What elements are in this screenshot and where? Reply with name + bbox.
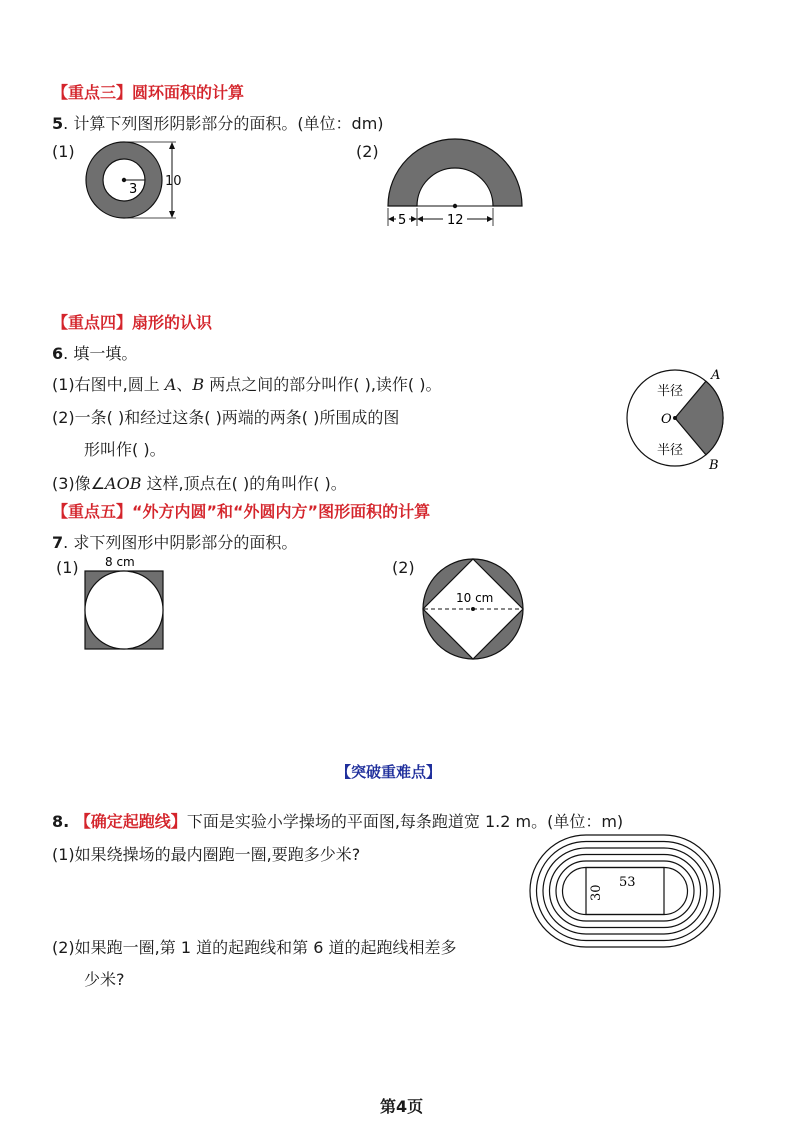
- q7-fig2-label: (2): [392, 558, 415, 577]
- question-6: [52, 341, 137, 364]
- annulus-radius-label: 3: [129, 182, 138, 197]
- section-title-breakthrough: 【突破重难点】: [336, 763, 442, 781]
- annulus-diameter-label: 10: [165, 174, 182, 189]
- q6-line-3: 形叫作( )。: [84, 440, 166, 459]
- q6-line-4-blanks: 这样,顶点在( )的角叫作( )。: [141, 474, 347, 493]
- question-8-number: 8: [52, 812, 64, 831]
- question-7-number: 7: [52, 533, 64, 552]
- q6-line-1-pre: (1)右图中,圆上: [52, 375, 165, 394]
- half-annulus-width-label: 5: [398, 213, 407, 228]
- q6-line-1-blanks: 两点之间的部分叫作( ),读作( )。: [204, 375, 442, 394]
- question-7: [52, 530, 297, 553]
- center-o-label: O: [661, 412, 672, 427]
- q6-line-1-sep: 、: [176, 375, 193, 394]
- q7-fig1-label: (1): [56, 558, 79, 577]
- half-annulus-figure: [383, 134, 528, 230]
- section-header-3: 【重点三】圆环面积的计算: [52, 83, 245, 102]
- q5-fig1-label: (1): [52, 142, 75, 161]
- question-5: [52, 111, 384, 134]
- section-header-5: 【重点五】“外方内圆”和“外圆内方”图形面积的计算: [52, 502, 431, 521]
- square-circle-figure: [80, 553, 170, 651]
- angle-aob-text: AOB: [105, 474, 142, 493]
- question-8: 8. 【确定起跑线】下面是实验小学操场的平面图,每条跑道宽 1.2 m。(单位：m): [52, 812, 624, 831]
- square-side-label: 8 cm: [105, 555, 135, 569]
- circle-diameter-label: 10 cm: [456, 591, 494, 605]
- question-8-text: 下面是实验小学操场的平面图,每条跑道宽 1.2 m。(单位：m): [186, 812, 624, 831]
- point-b-label: B: [709, 458, 719, 473]
- sector-figure: [615, 362, 740, 474]
- point-b-text: B: [192, 375, 205, 394]
- q6-line-2: (2)一条( )和经过这条( )两端的两条( )所围成的图: [52, 408, 400, 427]
- track-width-label: 30: [589, 884, 604, 901]
- q5-fig2-label: (2): [356, 142, 379, 161]
- question-5-text: . 计算下列图形阴影部分的面积。(单位：dm): [63, 114, 384, 133]
- section-header-4: 【重点四】扇形的认识: [52, 313, 213, 332]
- page-number: 第4页: [380, 1097, 424, 1116]
- running-track-figure: [524, 829, 726, 953]
- circle-square-figure: [418, 556, 530, 664]
- q6-line-4-pre: (3)像∠: [52, 474, 106, 493]
- question-6-text: . 填一填。: [63, 344, 138, 363]
- q6-line-1: [52, 372, 442, 395]
- q8-part-2-line-1: (2)如果跑一圈,第 1 道的起跑线和第 6 道的起跑线相差多: [52, 938, 457, 957]
- q8-part-2-line-2: 少米?: [84, 970, 125, 989]
- half-annulus-diameter-label: 12: [447, 213, 464, 228]
- question-6-number: 6: [52, 344, 64, 363]
- annulus-figure: [80, 134, 190, 229]
- track-length-label: 53: [619, 875, 636, 890]
- radius-label-top: 半径: [657, 384, 684, 399]
- question-5-number: 5: [52, 114, 64, 133]
- point-a-text: A: [164, 375, 177, 394]
- q8-part-1: (1)如果绕操场的最内圈跑一圈,要跑多少米?: [52, 845, 361, 864]
- point-a-label: A: [711, 368, 721, 383]
- question-8-tag: 【确定起跑线】: [74, 812, 187, 831]
- radius-label-bottom: 半径: [657, 443, 684, 458]
- question-7-text: . 求下列图形中阴影部分的面积。: [63, 533, 298, 552]
- q6-line-4: [52, 471, 347, 494]
